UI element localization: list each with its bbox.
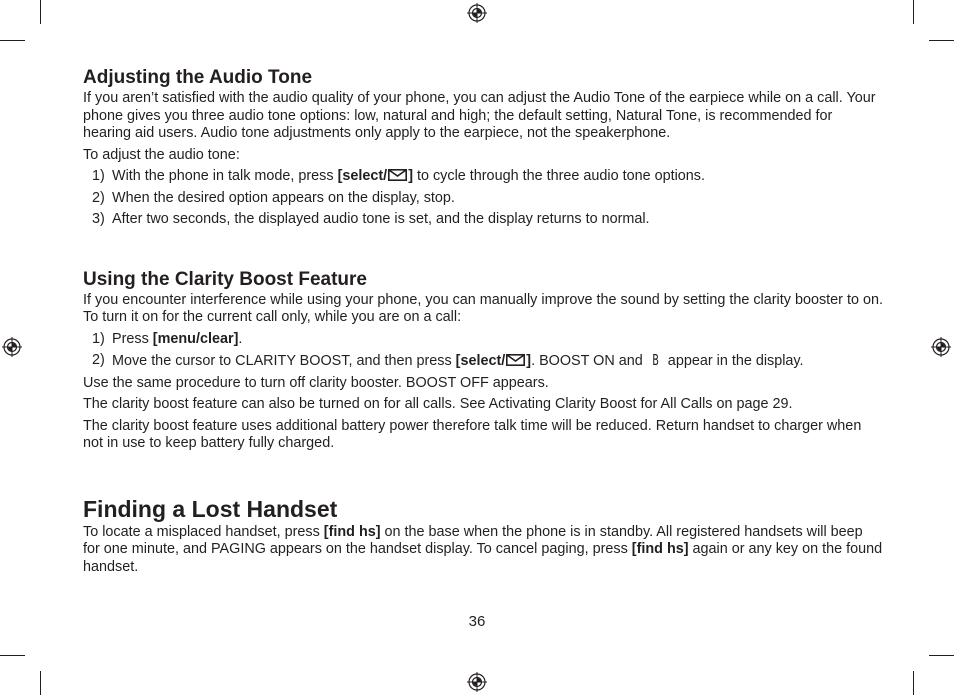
crop-mark xyxy=(913,0,914,24)
lost-handset-paragraph: To locate a misplaced handset, press [find hs] on the base when the phone is in standby. All registered handsets will beep for one minute, and PAGING appears on the handset display. To cancel paging, press [find hs] again or any key on the found handset. xyxy=(83,523,883,575)
select-key-label: [select/ ] xyxy=(455,353,532,369)
audio-intro-paragraph: If you aren’t satisfied with the audio quality of your phone, you can adjust the Audio Tone of the earpiece while on a call. Your phone gives you three audio tone options: low, natural and high; the default setting, Natural Tone, is recommended for hearing aid users. Audio tone adjustments only apply to the earpiece, not the speakerphone. xyxy=(83,90,876,141)
menu-clear-key-label: [menu/clear] xyxy=(152,330,239,347)
clarity-paragraph: The clarity boost feature can also be turned on for all calls. See Activating Clarity Boost for All Calls on page 29. xyxy=(83,396,793,412)
step-text: Press xyxy=(112,330,153,347)
step-text: . BOOST ON and xyxy=(531,353,647,369)
clarity-paragraph: The clarity boost feature uses additional battery power therefore talk time will be reduced. Return handset to charger when not in use to keep battery fully charged. xyxy=(83,417,862,451)
step-text: . xyxy=(238,330,243,347)
section-heading-lost-handset: Finding a Lost Handset xyxy=(83,495,338,522)
step-number: 2) xyxy=(92,352,105,368)
crop-mark xyxy=(40,671,41,695)
step-text: With the phone in talk mode, press xyxy=(112,168,338,184)
crop-mark xyxy=(0,40,25,41)
registration-mark-icon xyxy=(931,337,951,357)
crop-mark xyxy=(929,655,954,656)
audio-lead-text: To adjust the audio tone: xyxy=(83,146,240,163)
crop-mark xyxy=(40,0,41,24)
page-number: 36 xyxy=(468,613,486,630)
clarity-step-2 xyxy=(83,352,883,371)
crop-mark xyxy=(0,655,25,656)
clarity-paragraph: Use the same procedure to turn off clarity booster. BOOST OFF appears. xyxy=(83,374,549,391)
registration-mark-icon xyxy=(467,3,487,23)
step-text: After two seconds, the displayed audio tone is set, and the display returns to normal. xyxy=(112,211,650,227)
step-text: When the desired option appears on the display, stop. xyxy=(112,189,455,206)
find-hs-key-label: [find hs] xyxy=(631,541,689,557)
registration-mark-icon xyxy=(2,337,22,357)
page-content xyxy=(83,66,883,576)
step-number: 2) xyxy=(92,189,105,206)
crop-mark xyxy=(913,671,914,695)
clarity-intro-paragraph: If you encounter interference while using your phone, you can manually improve the sound by setting the clarity booster to on. To turn it on for the current call only, while you are on a call: xyxy=(83,291,883,325)
audio-step-2 xyxy=(83,190,883,208)
registration-mark-icon xyxy=(467,672,487,692)
step-number: 1) xyxy=(92,168,105,184)
envelope-icon xyxy=(388,169,407,181)
crop-mark xyxy=(929,40,954,41)
audio-step-1 xyxy=(83,168,883,186)
step-number: 1) xyxy=(92,330,105,347)
envelope-icon xyxy=(506,354,525,366)
select-key-label: [select/ ] xyxy=(337,168,413,184)
section-heading-clarity-boost: Using the Clarity Boost Feature xyxy=(83,268,367,290)
clarity-step-1 xyxy=(83,331,883,349)
section-heading-audio-tone: Adjusting the Audio Tone xyxy=(83,67,313,88)
step-text: Move the cursor to CLARITY BOOST, and then press xyxy=(112,353,456,369)
step-text: to cycle through the three audio tone options. xyxy=(412,168,705,184)
find-hs-key-label: [find hs] xyxy=(323,523,381,540)
step-number: 3) xyxy=(92,211,105,227)
step-text: appear in the display. xyxy=(663,353,804,369)
boost-b-icon: B xyxy=(652,351,659,369)
audio-step-3 xyxy=(83,211,883,229)
